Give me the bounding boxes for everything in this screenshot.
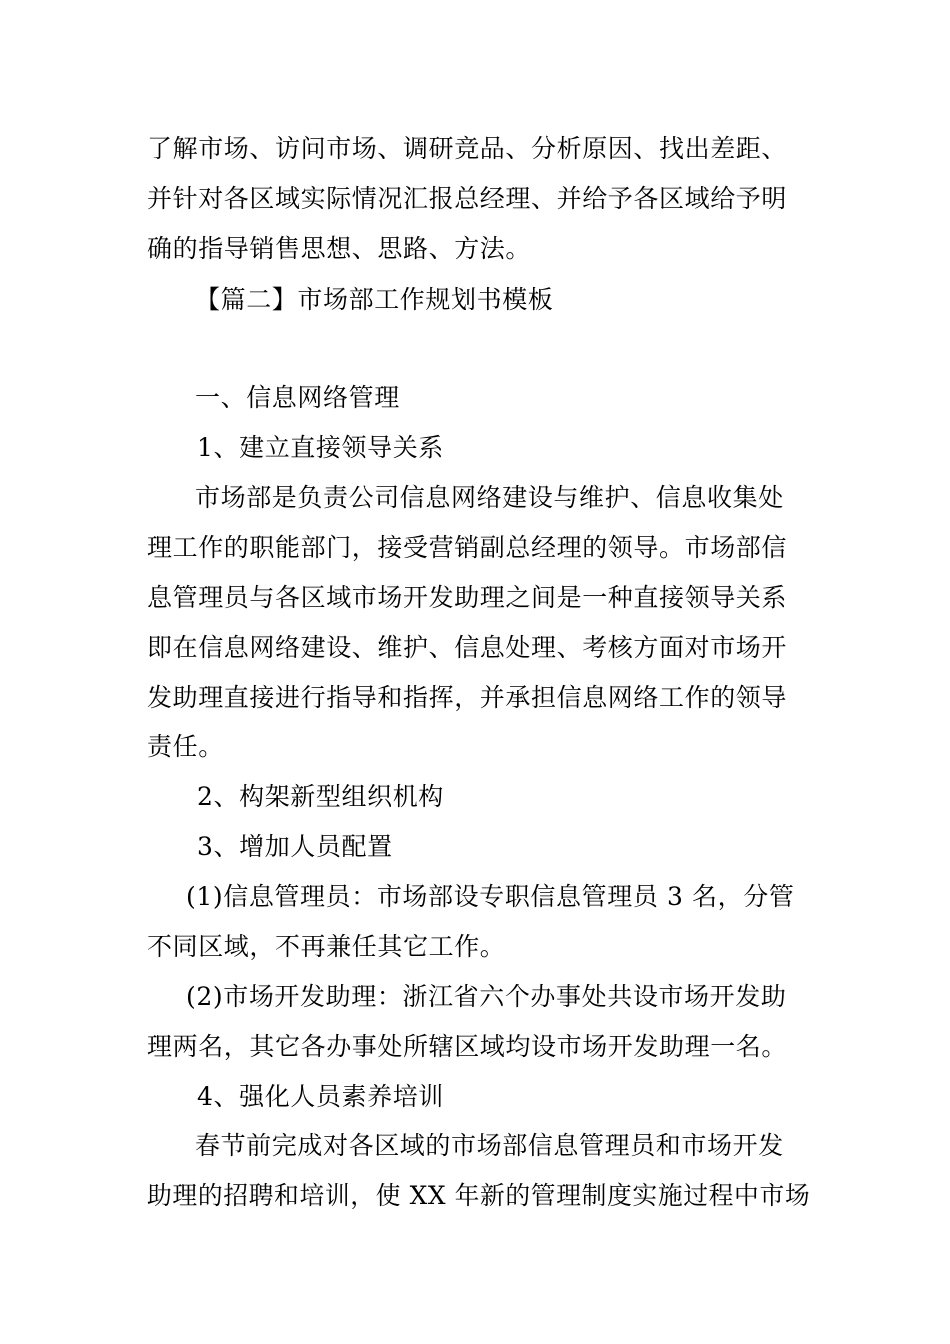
paragraph-line: 理两名，其它各办事处所辖区域均设市场开发助理一名。 <box>147 1032 788 1061</box>
section-heading: 【篇二】市场部工作规划书模板 <box>195 285 554 314</box>
paragraph-line: 助理的招聘和培训，使 XX 年新的管理制度实施过程中市场 <box>147 1181 811 1210</box>
paragraph-line: 市场部是负责公司信息网络建设与维护、信息收集处 <box>195 483 784 512</box>
heading-level-2: 1、建立直接领导关系 <box>197 433 444 462</box>
paragraph-line: 理工作的职能部门，接受营销副总经理的领导。市场部信 <box>147 533 788 562</box>
paragraph-line: 并针对各区域实际情况汇报总经理、并给予各区域给予明 <box>147 184 788 213</box>
heading-level-2: 4、强化人员素养培训 <box>197 1082 444 1111</box>
paragraph-line: 不同区域，不再兼任其它工作。 <box>147 932 506 961</box>
heading-level-2: 3、增加人员配置 <box>197 832 393 861</box>
paragraph-line: 春节前完成对各区域的市场部信息管理员和市场开发 <box>195 1131 784 1160</box>
paragraph-line: 了解市场、访问市场、调研竞品、分析原因、找出差距、 <box>147 134 788 163</box>
paragraph-line: 责任。 <box>147 732 224 761</box>
list-item-line: (2)市场开发助理：浙江省六个办事处共设市场开发助 <box>186 982 787 1011</box>
list-item-line: (1)信息管理员：市场部设专职信息管理员 3 名，分管 <box>186 882 795 911</box>
paragraph-line: 息管理员与各区域市场开发助理之间是一种直接领导关系 <box>147 583 788 612</box>
heading-level-2: 2、构架新型组织机构 <box>197 782 444 811</box>
paragraph-line: 即在信息网络建设、维护、信息处理、考核方面对市场开 <box>147 633 788 662</box>
paragraph-line: 发助理直接进行指导和指挥，并承担信息网络工作的领导 <box>147 683 788 712</box>
paragraph-line: 确的指导销售思想、思路、方法。 <box>147 234 532 263</box>
heading-level-1: 一、信息网络管理 <box>195 383 400 412</box>
